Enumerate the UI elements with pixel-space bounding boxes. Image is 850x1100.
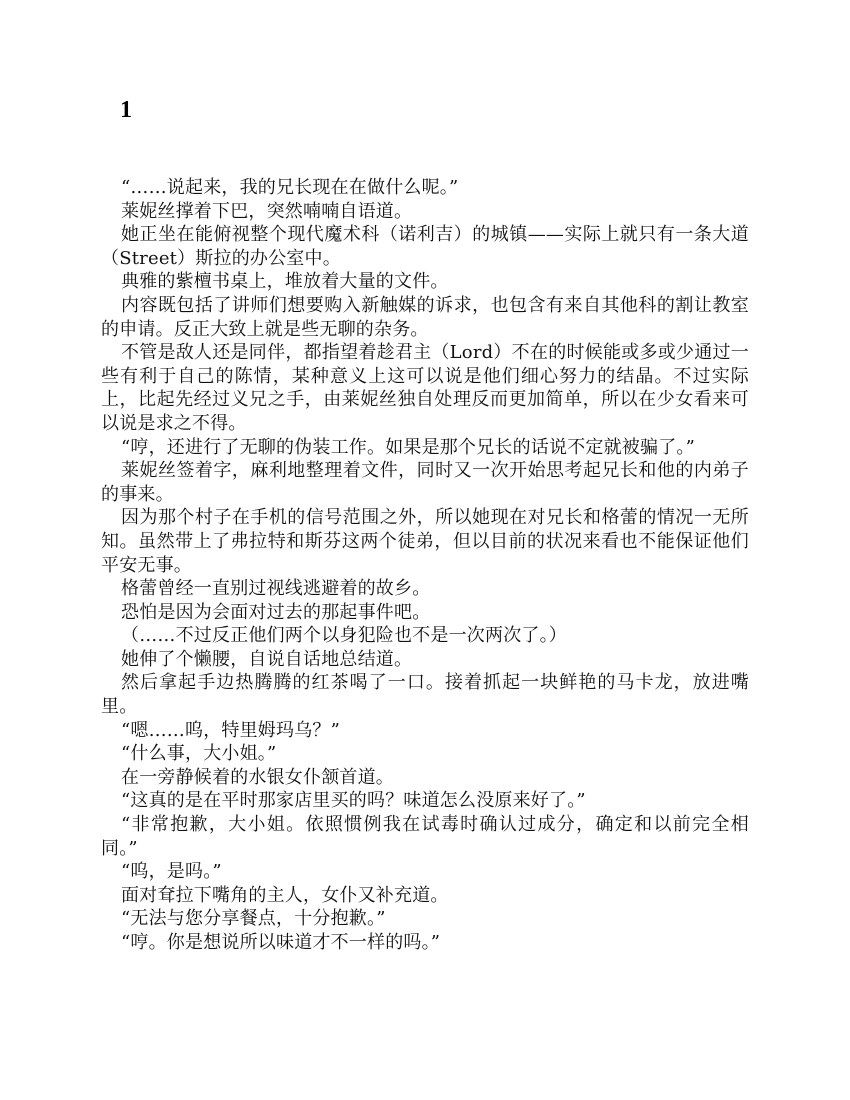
paragraph: 内容既包括了讲师们想要购入新触媒的诉求，也包含有来自其他科的割让教室的申请。反正大致上就是些无聊的杂务。 — [101, 294, 749, 340]
paragraph: 典雅的紫檀书桌上，堆放着大量的文件。 — [121, 271, 449, 293]
paragraph: 在一旁静候着的水银女仆颔首道。 — [121, 766, 394, 788]
chapter-number: 1 — [120, 97, 132, 123]
paragraph: “什么事，大小姐。” — [121, 743, 277, 765]
paragraph: 莱妮丝撑着下巴，突然喃喃自语道。 — [121, 200, 413, 222]
paragraph: “……说起来，我的兄长现在在做什么呢。” — [121, 177, 459, 198]
paragraph: “呜，是吗。” — [121, 861, 222, 883]
paragraph: “非常抱歉，大小姐。依照惯例我在试毒时确认过成分，确定和以前完全相同。” — [101, 814, 749, 859]
paragraph: 她正坐在能俯视整个现代魔术科（诺利吉）的城镇——实际上就只有一条大道（Street）斯拉的办公室中。 — [101, 224, 749, 269]
paragraph: “嗯……呜，特里姆玛乌？” — [121, 719, 341, 741]
paragraph: 格蕾曾经一直别过视线逃避着的故乡。 — [121, 578, 431, 600]
paragraph: “哼。你是想说所以味道才不一样的吗。” — [121, 932, 441, 953]
paragraph: 莱妮丝签着字，麻利地整理着文件，同时又一次开始思考起兄长和他的内弟子的事来。 — [101, 460, 749, 505]
paragraph: “哼，还进行了无聊的伪装工作。如果是那个兄长的话说不定就被骗了。” — [121, 436, 696, 458]
body-text — [101, 176, 749, 955]
paragraph: “无法与您分享餐点，十分抱歉。” — [121, 908, 386, 930]
paragraph: （……不过反正他们两个以身犯险也不是一次两次了。） — [121, 625, 567, 647]
paragraph: 不管是敌人还是同伴，都指望着趁君主（Lord）不在的时候能或多或少通过一些有利于自己的陈情，某种意义上这可以说是他们细心努力的结晶。不过实际上，比起先经过义兄之手，由莱妮丝独自处理反而更加简单，所以在少女看来可以说是求之不得。 — [101, 342, 749, 434]
paragraph: 恐怕是因为会面对过去的那起事件吧。 — [121, 601, 431, 623]
paragraph: 面对耷拉下嘴角的主人，女仆又补充道。 — [121, 884, 449, 906]
paragraph: 因为那个村子在手机的信号范围之外，所以她现在对兄长和格蕾的情况一无所知。虽然带上了弗拉特和斯芬这两个徒弟，但以目前的状况来看也不能保证他们平安无事。 — [101, 507, 749, 576]
paragraph: “这真的是在平时那家店里买的吗？味道怎么没原来好了。” — [121, 790, 586, 812]
paragraph: 然后拿起手边热腾腾的红茶喝了一口。接着抓起一块鲜艳的马卡龙，放进嘴里。 — [101, 672, 749, 718]
paragraph: 她伸了个懒腰，自说自话地总结道。 — [121, 648, 413, 670]
